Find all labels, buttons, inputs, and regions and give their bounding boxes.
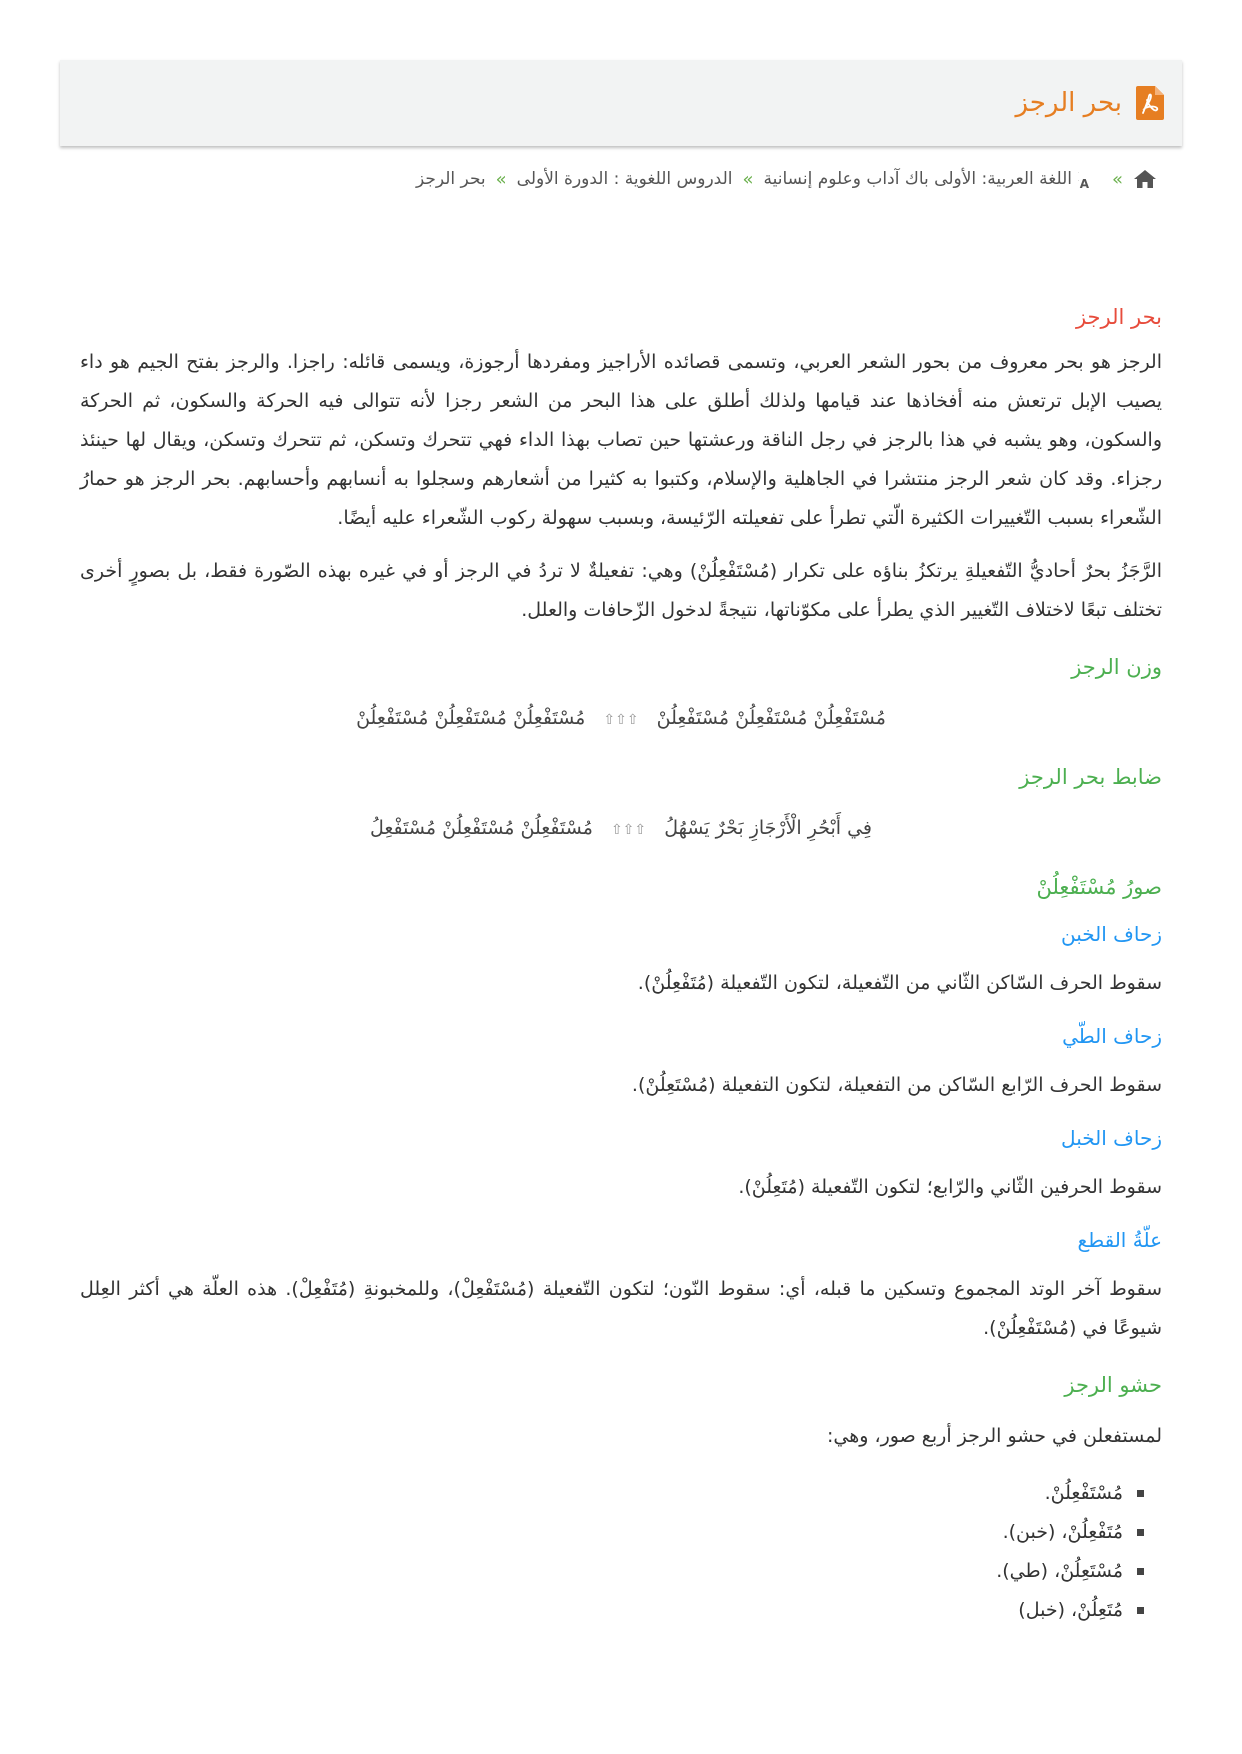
list-item-text: مُتَفْعِلُنْ، (خبن). (1002, 1521, 1123, 1543)
page-title: بحر الرجز (1015, 88, 1122, 118)
breadcrumb-item-current: بحر الرجز (415, 169, 486, 189)
breadcrumb-item-lessons[interactable]: الدروس اللغوية : الدورة الأولى (516, 169, 733, 189)
meter-separator: ⇧⇧⇧ (603, 712, 639, 728)
bullet-icon (1137, 1529, 1144, 1536)
khabn-heading: زحاف الخبن (1060, 922, 1162, 946)
bullet-icon (1137, 1607, 1144, 1614)
meter-left: مُسْتَفْعِلُنْ مُسْتَفْعِلُنْ مُسْتَفْعِلُنْ (356, 707, 586, 729)
breadcrumb-item-arabic[interactable]: اللغة العربية: الأولى باك آداب وعلوم إنسانية (763, 169, 1072, 189)
bullet-icon (1137, 1568, 1144, 1575)
meter-right: مُسْتَفْعِلُنْ مُسْتَفْعِلُنْ مُسْتَفْعِلُنْ (656, 707, 886, 729)
rule-heading: ضابط بحر الرجز (1019, 765, 1162, 789)
rule-line (80, 809, 1162, 850)
tay-text: سقوط الحرف الرّابع السّاكن من التفعيلة، لتكون التفعيلة (مُسْتَعِلُنْ). (631, 1074, 1162, 1096)
khabl-heading: زحاف الخبل (1061, 1126, 1162, 1150)
svg-text:A: A (1079, 177, 1089, 190)
tay-heading: زحاف الطّي (1062, 1024, 1162, 1048)
breadcrumb-separator: » (495, 168, 507, 190)
hashw-forms-list (80, 1474, 1162, 1630)
pdf-file-icon[interactable] (1136, 86, 1164, 120)
list-item (80, 1552, 1162, 1591)
meter-heading: وزن الرجز (1071, 655, 1162, 679)
list-item-text: مُتَعِلُنْ، (خبل) (1018, 1599, 1123, 1621)
home-icon[interactable] (1133, 168, 1157, 190)
list-item-text: مُسْتَعِلُنْ، (طي). (996, 1560, 1123, 1582)
hashw-intro: لمستفعلن في حشو الرجز أربع صور، وهي: (827, 1425, 1162, 1447)
list-item-text: مُسْتَفْعِلُنْ. (1044, 1482, 1123, 1504)
article-content (80, 298, 1162, 1630)
definition-paragraph: الرَّجَزُ بحرٌ أحاديُّ التّفعيلةِ يرتكزُ بناؤه على تكرار (مُسْتَفْعِلُنْ) وهي: تفعيلةٌ لا تردُ في الرجز أو في غيره بهذه الصّورة فقط، بل بصورٍ أخرى تختلف تبعًا لاختلاف التّغيير الذي يطرأ على مكوّناتها، نتيجةً لدخول الزّحافات والعلل. (80, 560, 1162, 621)
breadcrumb-separator: » (1111, 168, 1123, 190)
forms-heading: صورُ مُسْتَفْعِلُنْ (1036, 875, 1162, 899)
bullet-icon (1137, 1490, 1144, 1497)
rule-separator: ⇧⇧⇧ (610, 822, 647, 838)
article-title: بحر الرجز (1075, 305, 1162, 329)
breadcrumb (416, 168, 1157, 190)
qat-heading: علّةُ القطع (1077, 1228, 1162, 1252)
list-item (80, 1591, 1162, 1630)
rule-left: مُسْتَفْعِلُنْ مُسْتَفْعِلُنْ مُسْتَفْعِلُ (370, 817, 593, 839)
intro-paragraph: الرجز هو بحر معروف من بحور الشعر العربي، وتسمى قصائده الأراجيز ومفردها أرجوزة، ويسمى قائله: راجزا. والرجز بفتح الجيم هو داء يصيب الإبل ترتعش منه أفخاذها عند قيامها ولذلك أطلق على هذا البحر من الشعر رجزا لأنه تتوالى فيه الحركة والسكون، ثم الحركة والسكون، وهو يشبه في هذا بالرجز في رجل الناقة ورعشتها حين تصاب بهذا الداء فهي تتحرك وتسكن، ثم تتحرك وتسكن، ويقال لها حينئذ رجزاء. وقد كان شعر الرجز منتشرا في الجاهلية والإسلام، وكتبوا به كثيرا من أشعارهم وسجلوا به أنسابهم وأحسابهم. بحر الرجز هو حمارُ الشّعراء بسبب التّغييرات الكثيرة الّتي تطرأ على تفعيلته الرّئيسة، وبسبب سهولة ركوب الشّعراء عليه أيضًا. (80, 351, 1162, 529)
meter-line (80, 699, 1162, 740)
translate-icon (1078, 168, 1102, 190)
khabl-text: سقوط الحرفين الثّاني والرّابع؛ لتكون التّفعيلة (مُتَعِلُنْ). (738, 1176, 1162, 1198)
page-header (60, 60, 1182, 146)
rule-right: فِي أَبْحُرِ الْأَرْجَازِ بَحْرٌ يَسْهُلُ (664, 817, 872, 839)
list-item (80, 1474, 1162, 1513)
list-item (80, 1513, 1162, 1552)
khabn-text: سقوط الحرف السّاكن الثّاني من التّفعيلة، لتكون التّفعيلة (مُتَفْعِلُنْ). (637, 972, 1162, 994)
qat-text: سقوط آخر الوتد المجموع وتسكين ما قبله، أي: سقوط النّون؛ لتكون التّفعيلة (مُسْتَفْعِلْ)، وللمخبونةِ (مُتَفْعِلْ). هذه العلّة هي أكثر العِلل شيوعًا في (مُسْتَفْعِلُنْ). (80, 1278, 1162, 1339)
breadcrumb-separator: » (742, 168, 754, 190)
hashw-heading: حشو الرجز (1064, 1373, 1162, 1397)
